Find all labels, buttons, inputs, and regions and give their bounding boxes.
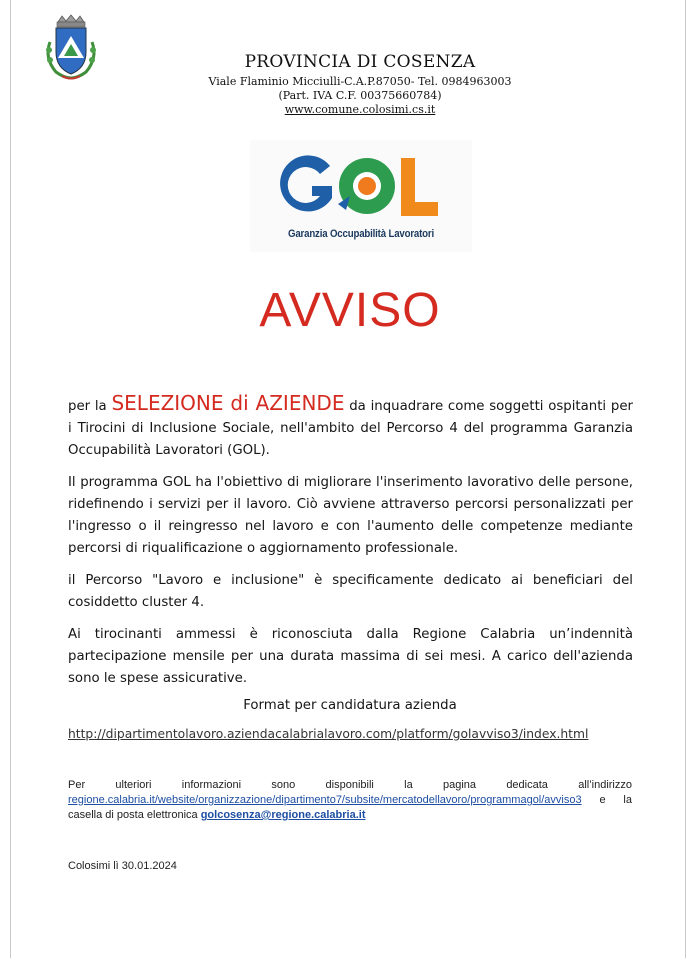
footer-text-mid: e la casella di posta elettronica (68, 794, 632, 821)
address-line: Viale Flaminio Micciulli-C.A.P.87050- Tel. 0984963003 (208, 75, 512, 88)
intro-paragraph (68, 392, 633, 462)
intro-prefix: per la (68, 399, 107, 414)
footer-text-prefix: Per ulteriori informazioni sono disponibili la pagina dedicata all’indirizzo (68, 779, 632, 791)
paragraph-indemnity: Ai tirocinanti ammessi è riconosciuta dalla Regione Calabria un’indennità partecipazione mensile per una durata massima di sei mesi. A carico dell'azienda sono le spese assicurative. (68, 627, 633, 686)
notice-body (68, 392, 633, 700)
notice-title: AVVISO (259, 284, 441, 337)
date-line: Colosimi lì 30.01.2024 (68, 860, 177, 872)
intro-rest: da inquadrare come soggetti ospitanti per i Tirocini di Inclusione Sociale, nell'ambito del Percorso 4 del programma Garanzia Occupabilità Lavoratori (GOL). (68, 399, 633, 458)
gol-logo-text: GOL (276, 148, 279, 149)
paragraph-program: Il programma GOL ha l'obiettivo di migliorare l'inserimento lavorativo delle persone, ridefinendo i servizi per il lavoro. Ciò avviene attraverso percorsi personalizzati per l'ingresso o il reingresso nel lavoro e con l'aumento delle competenze mediante percorsi di riqualificazione o aggiornamento professionale. (68, 475, 633, 556)
format-title: Format per candidatura azienda (243, 698, 457, 713)
intro-highlight: SELEZIONE di AZIENDE (111, 391, 345, 415)
logo-caption: Garanzia Occupabilità Lavoratori (287, 228, 435, 240)
municipal-crest-icon (40, 12, 102, 82)
fiscal-code: (Part. IVA C.F. 00375660784) (278, 89, 442, 102)
website-link[interactable]: www.comune.colosimi.cs.it (284, 103, 436, 116)
paragraph-percorso: il Percorso "Lavoro e inclusione" è specificamente dedicato ai beneficiari del cosiddetto cluster 4. (68, 573, 633, 610)
info-page-link[interactable]: regione.calabria.it/website/organizzazione/dipartimento7/subsite/mercatodellavoro/programmagol/avviso3 (68, 794, 582, 806)
gol-logo-mark (276, 148, 446, 224)
email-link[interactable]: golcosenza@regione.calabria.it (200, 809, 366, 821)
footer-info (68, 778, 632, 823)
application-link[interactable]: http://dipartimentolavoro.aziendacalabrialavoro.com/platform/golavviso3/index.html (68, 727, 589, 741)
letterhead (190, 52, 530, 117)
province-name: PROVINCIA DI COSENZA (244, 52, 476, 72)
gol-logo (250, 140, 472, 252)
